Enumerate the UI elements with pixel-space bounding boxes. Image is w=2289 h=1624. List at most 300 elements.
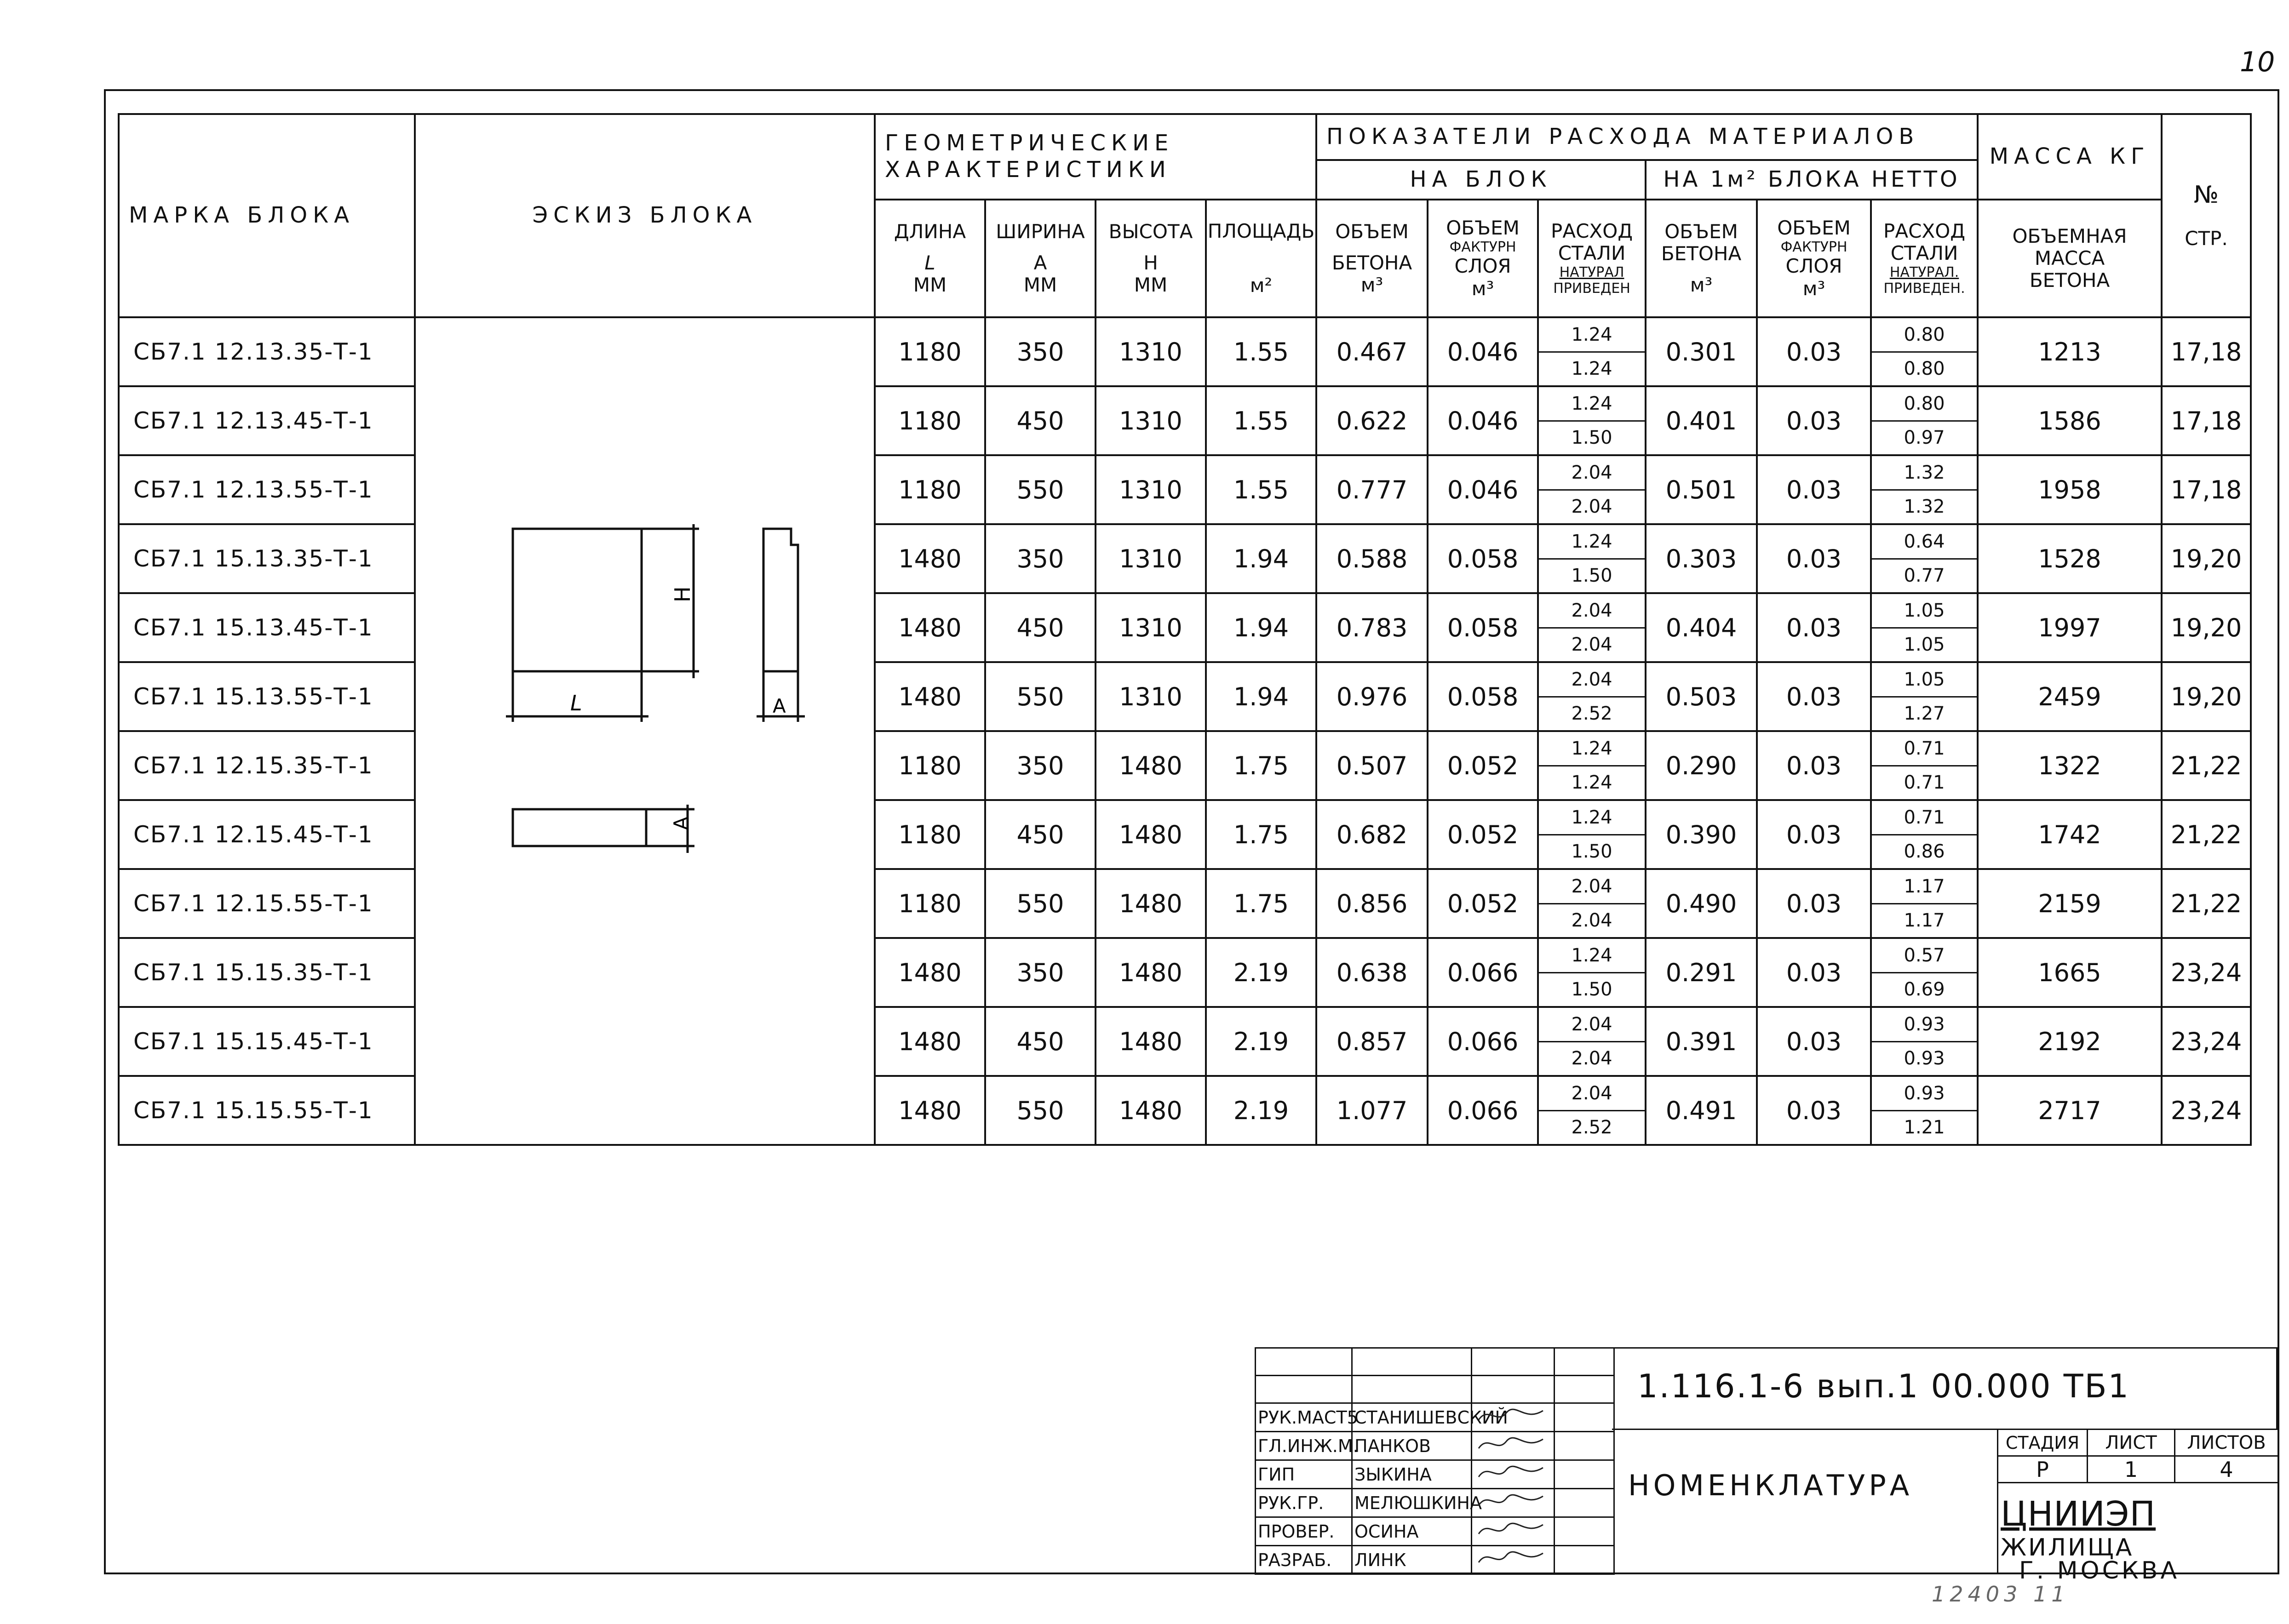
- facing-volume-cell-text: 0.058: [1447, 544, 1519, 573]
- concrete-volume-cell: [1316, 593, 1428, 662]
- signature-row: [1256, 1489, 1614, 1517]
- height-cell: [1096, 524, 1206, 593]
- facing-volume-cell-text: 0.066: [1447, 1096, 1519, 1125]
- length-cell-text: 1480: [898, 1096, 962, 1125]
- mass-cell-text: 2192: [2038, 1027, 2101, 1056]
- nomenclature-table: [118, 113, 2252, 1146]
- width-cell: [985, 455, 1096, 524]
- area-cell: [1206, 593, 1316, 662]
- area-cell-text: 1.75: [1233, 751, 1289, 780]
- steel-cell: [1538, 869, 1646, 938]
- steel-m2-cell: [1871, 1076, 1978, 1145]
- area-cell: [1206, 731, 1316, 800]
- facing-volume-m2-cell: [1757, 731, 1871, 800]
- concrete-volume-cell-text: 0.507: [1336, 751, 1408, 780]
- facing-volume-cell: [1428, 731, 1538, 800]
- height-cell-text: 1480: [1119, 751, 1182, 780]
- steel-m2-cell-natural: 1.05: [1872, 663, 1977, 698]
- block-mark-text: СБ7.1 12.15.35-Т-1: [133, 752, 373, 779]
- block-mark-text: СБ7.1 12.15.45-Т-1: [133, 821, 373, 848]
- facing-volume-cell-text: 0.052: [1447, 751, 1519, 780]
- length-cell: [875, 731, 985, 800]
- concrete-volume-m2-cell: [1646, 317, 1757, 386]
- area-cell-text: 1.94: [1233, 613, 1289, 642]
- page-cell: [2162, 524, 2251, 593]
- area-cell: [1206, 800, 1316, 869]
- area-cell-text: 1.94: [1233, 544, 1289, 573]
- concrete-volume-m2-cell: [1646, 1076, 1757, 1145]
- concrete-volume-cell: [1316, 1007, 1428, 1076]
- height-cell-text: 1480: [1119, 1027, 1182, 1056]
- block-mark-text: СБ7.1 12.13.35-Т-1: [133, 338, 373, 365]
- facing-volume-m2-cell: [1757, 1076, 1871, 1145]
- concrete-volume-cell-text: 0.783: [1336, 613, 1408, 642]
- steel-cell-reduced: 1.50: [1571, 979, 1612, 1001]
- concrete-volume-m2-cell-text: 0.401: [1665, 406, 1737, 435]
- page-cell: [2162, 662, 2251, 731]
- date-cell: [1555, 1489, 1614, 1517]
- facing-volume-cell-text: 0.046: [1447, 337, 1519, 366]
- steel-cell-reduced: 1.50: [1571, 841, 1612, 863]
- length-cell: [875, 1076, 985, 1145]
- steel-cell-natural: 1.24: [1539, 732, 1645, 766]
- header-mass: МАССА КГ: [1978, 114, 2162, 200]
- width-cell-text: 350: [1016, 544, 1064, 573]
- org-name: ЖИЛИЩА: [2001, 1534, 2134, 1561]
- concrete-volume-m2-cell-text: 0.491: [1665, 1096, 1737, 1125]
- steel-cell-reduced: 2.04: [1571, 1048, 1612, 1069]
- block-mark-text: СБ7.1 12.15.55-Т-1: [133, 890, 373, 917]
- header-page: [2162, 114, 2251, 317]
- facing-volume-cell-text: 0.058: [1447, 613, 1519, 642]
- page-cell-text: 21,22: [2170, 820, 2242, 849]
- page-cell-text: 17,18: [2170, 406, 2242, 435]
- mass-cell-text: 1742: [2038, 820, 2101, 849]
- block-mark: [119, 1076, 415, 1145]
- sketch-label-a1: A: [773, 695, 786, 717]
- steel-cell-natural: 2.04: [1539, 663, 1645, 698]
- facing-volume-cell-text: 0.058: [1447, 682, 1519, 711]
- facing-volume-m2-cell-text: 0.03: [1786, 475, 1842, 504]
- steel-m2-cell-natural: 1.32: [1872, 456, 1977, 491]
- concrete-volume-m2-cell: [1646, 524, 1757, 593]
- block-mark: [119, 869, 415, 938]
- steel-cell-reduced: 1.24: [1571, 772, 1612, 794]
- mass-cell: [1978, 800, 2162, 869]
- facing-volume-m2-cell: [1757, 524, 1871, 593]
- facing-volume-m2-cell: [1757, 593, 1871, 662]
- mass-cell: [1978, 869, 2162, 938]
- table-row: [119, 317, 2251, 386]
- header-indicators: ПОКАЗАТЕЛИ РАСХОДА МАТЕРИАЛОВ: [1316, 114, 1978, 160]
- person-name: ЗЫКИНА: [1352, 1460, 1472, 1489]
- length-cell: [875, 869, 985, 938]
- facing-volume-cell: [1428, 524, 1538, 593]
- steel-cell-natural: 1.24: [1539, 801, 1645, 835]
- page-cell: [2162, 1076, 2251, 1145]
- area-cell: [1206, 317, 1316, 386]
- concrete-volume-m2-cell: [1646, 662, 1757, 731]
- mass-cell-text: 1997: [2038, 613, 2101, 642]
- facing-volume-m2-cell: [1757, 869, 1871, 938]
- block-mark-text: СБ7.1 15.15.45-Т-1: [133, 1028, 373, 1055]
- facing-volume-cell: [1428, 593, 1538, 662]
- height-cell-text: 1310: [1119, 682, 1182, 711]
- org-city: Г. МОСКВА: [2019, 1557, 2180, 1584]
- width-cell: [985, 869, 1096, 938]
- concrete-volume-m2-cell-text: 0.303: [1665, 544, 1737, 573]
- mass-cell: [1978, 386, 2162, 455]
- length-cell-text: 1180: [898, 406, 962, 435]
- length-cell: [875, 455, 985, 524]
- block-sketch: [478, 497, 846, 864]
- steel-cell-reduced: 2.04: [1571, 496, 1612, 518]
- height-cell-text: 1480: [1119, 958, 1182, 987]
- steel-m2-cell-reduced: 1.32: [1904, 496, 1945, 518]
- facing-volume-cell: [1428, 386, 1538, 455]
- facing-volume-m2-cell: [1757, 455, 1871, 524]
- facing-volume-m2-cell-text: 0.03: [1786, 682, 1842, 711]
- page-cell-text: 17,18: [2170, 337, 2242, 366]
- facing-volume-cell-text: 0.046: [1447, 475, 1519, 504]
- steel-m2-cell-reduced: 0.86: [1904, 841, 1945, 863]
- role-label: ПРОВЕР.: [1256, 1517, 1352, 1546]
- header-page-no: №: [2194, 181, 2219, 209]
- concrete-volume-cell-text: 0.777: [1336, 475, 1408, 504]
- block-mark: [119, 524, 415, 593]
- facing-volume-cell: [1428, 869, 1538, 938]
- facing-volume-cell-text: 0.066: [1447, 958, 1519, 987]
- width-cell: [985, 662, 1096, 731]
- sheets-value: 4: [2175, 1456, 2278, 1483]
- concrete-volume-cell: [1316, 662, 1428, 731]
- facing-volume-m2-cell-text: 0.03: [1786, 613, 1842, 642]
- header-per-m2: НА 1м² БЛОКА НЕТТО: [1646, 160, 1978, 200]
- height-cell-text: 1310: [1119, 613, 1182, 642]
- steel-cell: [1538, 1076, 1646, 1145]
- mass-cell: [1978, 317, 2162, 386]
- steel-cell-natural: 1.24: [1539, 387, 1645, 422]
- length-cell-text: 1180: [898, 337, 962, 366]
- length-cell: [875, 1007, 985, 1076]
- mass-cell: [1978, 524, 2162, 593]
- height-symbol: H: [1143, 251, 1158, 274]
- length-cell: [875, 524, 985, 593]
- steel-m2-cell: [1871, 317, 1978, 386]
- height-cell: [1096, 731, 1206, 800]
- steel-cell: [1538, 593, 1646, 662]
- area-cell: [1206, 662, 1316, 731]
- height-cell-text: 1310: [1119, 337, 1182, 366]
- block-mark-text: СБ7.1 15.15.55-Т-1: [133, 1097, 373, 1124]
- height-cell: [1096, 662, 1206, 731]
- steel-m2-cell: [1871, 455, 1978, 524]
- width-cell: [985, 938, 1096, 1007]
- signature-row: [1256, 1460, 1614, 1489]
- page-cell: [2162, 386, 2251, 455]
- steel-m2-cell: [1871, 869, 1978, 938]
- header-steel-m2: РАСХОД СТАЛИ НАТУРАЛ. ПРИВЕДЕН.: [1871, 200, 1978, 317]
- sheets-label: ЛИСТОВ: [2175, 1430, 2278, 1456]
- header-density: ОБЪЕМНАЯ МАССА БЕТОНА: [1978, 200, 2162, 317]
- org-logo: ЦНИИЭП: [2001, 1494, 2156, 1534]
- block-mark-text: СБ7.1 15.13.45-Т-1: [133, 614, 373, 641]
- steel-cell: [1538, 731, 1646, 800]
- steel-cell: [1538, 455, 1646, 524]
- steel-m2-cell: [1871, 800, 1978, 869]
- mass-cell: [1978, 455, 2162, 524]
- header-geometry: ГЕОМЕТРИЧЕСКИЕ ХАРАКТЕРИСТИКИ: [875, 114, 1316, 200]
- signature: [1472, 1517, 1555, 1546]
- signature-row: [1256, 1432, 1614, 1460]
- sheet-label: ЛИСТ: [2088, 1430, 2175, 1456]
- steel-m2-cell-reduced: 0.80: [1904, 358, 1945, 380]
- block-mark-text: СБ7.1 15.13.35-Т-1: [133, 545, 373, 572]
- mass-cell-text: 2159: [2038, 889, 2101, 918]
- height-cell-text: 1310: [1119, 406, 1182, 435]
- steel-cell: [1538, 938, 1646, 1007]
- steel-m2-cell: [1871, 662, 1978, 731]
- date-cell: [1555, 1432, 1614, 1460]
- concrete-volume-m2-cell-text: 0.390: [1665, 820, 1737, 849]
- mass-cell: [1978, 662, 2162, 731]
- width-cell: [985, 524, 1096, 593]
- page-cell-text: 21,22: [2170, 889, 2242, 918]
- person-name: МЕЛЮШКИНА: [1352, 1489, 1472, 1517]
- block-mark: [119, 662, 415, 731]
- height-cell: [1096, 386, 1206, 455]
- document-title: НОМЕНКЛАТУРА: [1628, 1468, 1913, 1502]
- length-cell: [875, 386, 985, 455]
- date-cell: [1555, 1546, 1614, 1574]
- role-label: РУК.ГР.: [1256, 1489, 1352, 1517]
- steel-cell-natural: 2.04: [1539, 1008, 1645, 1042]
- concrete-volume-m2-cell: [1646, 593, 1757, 662]
- steel-m2-cell-reduced: 1.21: [1904, 1117, 1945, 1138]
- block-mark: [119, 593, 415, 662]
- facing-volume-m2-cell-text: 0.03: [1786, 337, 1842, 366]
- facing-volume-m2-cell: [1757, 386, 1871, 455]
- facing-volume-m2-cell-text: 0.03: [1786, 1027, 1842, 1056]
- concrete-volume-m2-cell-text: 0.301: [1665, 337, 1737, 366]
- concrete-volume-cell-text: 0.857: [1336, 1027, 1408, 1056]
- width-cell-text: 350: [1016, 958, 1064, 987]
- block-mark: [119, 938, 415, 1007]
- page-cell: [2162, 593, 2251, 662]
- width-cell: [985, 1076, 1096, 1145]
- facing-volume-cell-text: 0.066: [1447, 1027, 1519, 1056]
- height-cell: [1096, 455, 1206, 524]
- header-length: ДЛИНА L ММ: [875, 200, 985, 317]
- area-cell: [1206, 524, 1316, 593]
- steel-cell-natural: 2.04: [1539, 594, 1645, 629]
- steel-m2-cell: [1871, 593, 1978, 662]
- concrete-volume-m2-cell-text: 0.490: [1665, 889, 1737, 918]
- signature: [1472, 1460, 1555, 1489]
- concrete-volume-cell-text: 0.856: [1336, 889, 1408, 918]
- width-cell: [985, 386, 1096, 455]
- facing-volume-cell: [1428, 317, 1538, 386]
- block-mark: [119, 386, 415, 455]
- concrete-volume-m2-cell: [1646, 800, 1757, 869]
- steel-m2-cell-natural: 1.17: [1872, 870, 1977, 904]
- mass-cell-text: 1322: [2038, 751, 2101, 780]
- steel-m2-cell-natural: 0.57: [1872, 939, 1977, 973]
- concrete-volume-cell: [1316, 317, 1428, 386]
- facing-volume-m2-cell: [1757, 938, 1871, 1007]
- concrete-volume-cell: [1316, 386, 1428, 455]
- steel-cell-reduced: 2.04: [1571, 634, 1612, 656]
- width-cell: [985, 731, 1096, 800]
- page-cell: [2162, 800, 2251, 869]
- height-cell: [1096, 1007, 1206, 1076]
- role-label: ГИП: [1256, 1460, 1352, 1489]
- concrete-volume-cell-text: 1.077: [1336, 1096, 1408, 1125]
- facing-volume-cell: [1428, 455, 1538, 524]
- steel-m2-cell: [1871, 938, 1978, 1007]
- signature: [1472, 1403, 1555, 1432]
- page-cell-text: 23,24: [2170, 958, 2242, 987]
- steel-cell: [1538, 524, 1646, 593]
- concrete-volume-m2-cell: [1646, 731, 1757, 800]
- facing-volume-cell-text: 0.052: [1447, 820, 1519, 849]
- header-width: ШИРИНА A ММ: [985, 200, 1096, 317]
- concrete-volume-m2-cell-text: 0.290: [1665, 751, 1737, 780]
- area-cell: [1206, 1076, 1316, 1145]
- facing-volume-cell-text: 0.046: [1447, 406, 1519, 435]
- width-cell-text: 350: [1016, 337, 1064, 366]
- mass-cell-text: 2459: [2038, 682, 2101, 711]
- signature: [1472, 1489, 1555, 1517]
- facing-volume-m2-cell: [1757, 662, 1871, 731]
- area-cell-text: 1.75: [1233, 889, 1289, 918]
- length-cell-text: 1180: [898, 475, 962, 504]
- concrete-volume-m2-cell-text: 0.391: [1665, 1027, 1737, 1056]
- signature-row: [1256, 1546, 1614, 1574]
- sketch-label-l: L: [570, 691, 582, 715]
- facing-volume-m2-cell-text: 0.03: [1786, 1096, 1842, 1125]
- concrete-volume-cell-text: 0.467: [1336, 337, 1408, 366]
- height-cell-text: 1480: [1119, 820, 1182, 849]
- length-cell: [875, 317, 985, 386]
- header-mark: МАРКА БЛОКА: [119, 114, 415, 317]
- steel-cell: [1538, 800, 1646, 869]
- steel-cell-natural: 1.24: [1539, 318, 1645, 353]
- steel-m2-cell-reduced: 0.71: [1904, 772, 1945, 794]
- concrete-volume-cell-text: 0.682: [1336, 820, 1408, 849]
- outer-frame-top: [104, 89, 2279, 91]
- width-cell-text: 550: [1016, 475, 1064, 504]
- page-cell-text: 19,20: [2170, 544, 2242, 573]
- block-mark-text: СБ7.1 15.15.35-Т-1: [133, 959, 373, 986]
- concrete-volume-cell: [1316, 524, 1428, 593]
- length-cell-text: 1480: [898, 682, 962, 711]
- mass-cell-text: 1958: [2038, 475, 2101, 504]
- steel-cell-reduced: 1.50: [1571, 427, 1612, 449]
- facing-volume-cell: [1428, 938, 1538, 1007]
- width-cell: [985, 317, 1096, 386]
- width-cell-text: 350: [1016, 751, 1064, 780]
- concrete-volume-cell-text: 0.976: [1336, 682, 1408, 711]
- height-cell: [1096, 593, 1206, 662]
- area-cell-text: 1.75: [1233, 820, 1289, 849]
- mass-cell: [1978, 731, 2162, 800]
- sketch-label-h: H: [670, 586, 695, 602]
- facing-volume-m2-cell-text: 0.03: [1786, 889, 1842, 918]
- width-cell-text: 450: [1016, 406, 1064, 435]
- header-volume: ОБЪЕМ БЕТОНА м³: [1316, 200, 1428, 317]
- page-cell: [2162, 455, 2251, 524]
- area-cell: [1206, 1007, 1316, 1076]
- concrete-volume-cell: [1316, 1076, 1428, 1145]
- concrete-volume-cell: [1316, 731, 1428, 800]
- area-cell-text: 1.55: [1233, 406, 1289, 435]
- steel-m2-cell-reduced: 0.97: [1904, 427, 1945, 449]
- area-cell: [1206, 455, 1316, 524]
- facing-volume-cell: [1428, 662, 1538, 731]
- length-symbol: L: [924, 251, 935, 274]
- concrete-volume-m2-cell: [1646, 938, 1757, 1007]
- steel-m2-cell-natural: 0.64: [1872, 525, 1977, 560]
- header-height: ВЫСОТА H ММ: [1096, 200, 1206, 317]
- facing-volume-m2-cell: [1757, 1007, 1871, 1076]
- sketch-plan-view: [513, 809, 646, 846]
- steel-cell-natural: 2.04: [1539, 456, 1645, 491]
- document-code: 1.116.1-6 вып.1 00.000 ТБ1: [1637, 1367, 2130, 1405]
- steel-m2-cell-natural: 1.05: [1872, 594, 1977, 629]
- width-cell: [985, 800, 1096, 869]
- height-cell: [1096, 317, 1206, 386]
- concrete-volume-m2-cell: [1646, 386, 1757, 455]
- facing-volume-m2-cell-text: 0.03: [1786, 406, 1842, 435]
- height-cell: [1096, 938, 1206, 1007]
- mass-cell: [1978, 1076, 2162, 1145]
- width-cell: [985, 593, 1096, 662]
- role-label: ГЛ.ИНЖ.М.: [1256, 1432, 1352, 1460]
- facing-volume-m2-cell-text: 0.03: [1786, 751, 1842, 780]
- facing-volume-m2-cell-text: 0.03: [1786, 544, 1842, 573]
- steel-cell-reduced: 2.52: [1571, 703, 1612, 725]
- facing-volume-m2-cell: [1757, 800, 1871, 869]
- page-cell-text: 19,20: [2170, 682, 2242, 711]
- facing-volume-cell: [1428, 800, 1538, 869]
- area-cell: [1206, 938, 1316, 1007]
- concrete-volume-cell-text: 0.588: [1336, 544, 1408, 573]
- page-cell: [2162, 938, 2251, 1007]
- signature: [1472, 1432, 1555, 1460]
- steel-cell-reduced: 1.24: [1571, 358, 1612, 380]
- facing-volume-m2-cell-text: 0.03: [1786, 820, 1842, 849]
- facing-volume-cell-text: 0.052: [1447, 889, 1519, 918]
- width-cell-text: 450: [1016, 613, 1064, 642]
- concrete-volume-cell-text: 0.638: [1336, 958, 1408, 987]
- steel-cell-natural: 2.04: [1539, 1077, 1645, 1111]
- length-cell-text: 1180: [898, 820, 962, 849]
- height-cell: [1096, 800, 1206, 869]
- steel-m2-cell: [1871, 386, 1978, 455]
- date-cell: [1555, 1517, 1614, 1546]
- header-steel: РАСХОД СТАЛИ НАТУРАЛ ПРИВЕДЕН: [1538, 200, 1646, 317]
- facing-volume-m2-cell: [1757, 317, 1871, 386]
- header-area: ПЛОЩАДЬ м²: [1206, 200, 1316, 317]
- area-cell-text: 2.19: [1233, 958, 1289, 987]
- height-cell-text: 1480: [1119, 889, 1182, 918]
- width-cell-text: 450: [1016, 820, 1064, 849]
- width-cell-text: 550: [1016, 889, 1064, 918]
- concrete-volume-m2-cell: [1646, 1007, 1757, 1076]
- block-mark: [119, 731, 415, 800]
- area-cell: [1206, 386, 1316, 455]
